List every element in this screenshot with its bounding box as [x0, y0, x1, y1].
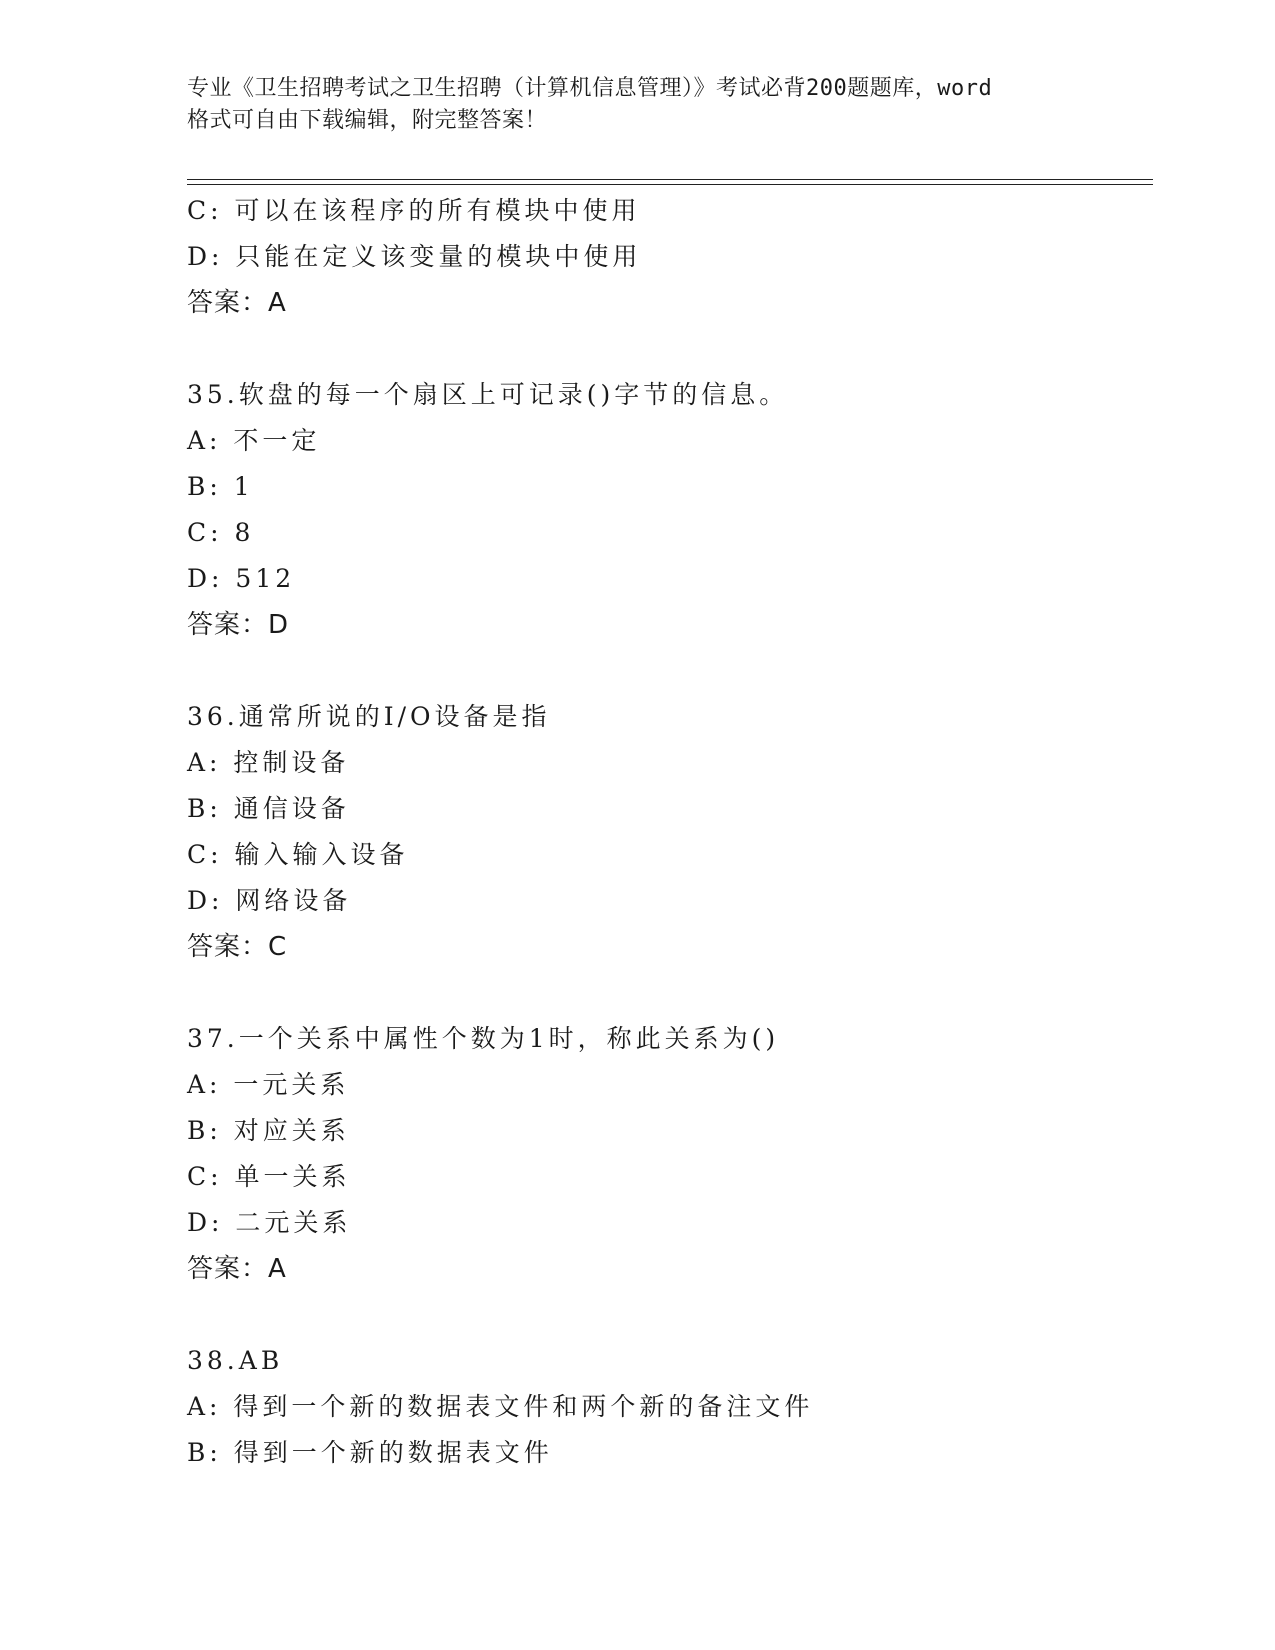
header-line-2: 格式可自由下载编辑，附完整答案！ — [187, 108, 548, 133]
question-36: 36.通常所说的I/O设备是指 — [187, 702, 551, 731]
spacer — [187, 970, 1147, 1016]
spacer — [187, 648, 1147, 694]
answer-line: 答案：C — [187, 932, 288, 962]
option-c: C: 8 — [187, 518, 255, 547]
option-d: D: 只能在定义该变量的模块中使用 — [187, 242, 642, 271]
spacer — [187, 326, 1147, 372]
option-b: B: 1 — [187, 472, 254, 501]
question-37: 37.一个关系中属性个数为1时，称此关系为() — [187, 1024, 780, 1053]
question-35: 35.软盘的每一个扇区上可记录()字节的信息。 — [187, 380, 789, 409]
option-b: B: 对应关系 — [187, 1116, 350, 1145]
option-a: A: 一元关系 — [187, 1070, 350, 1099]
option-d: D: 二元关系 — [187, 1208, 352, 1237]
option-d: D: 网络设备 — [187, 886, 352, 915]
header-divider-top — [187, 179, 1153, 180]
question-list — [187, 188, 1147, 1476]
option-a: A: 得到一个新的数据表文件和两个新的备注文件 — [187, 1392, 814, 1421]
header-line-1: 专业《卫生招聘考试之卫生招聘（计算机信息管理）》考试必背200题题库，word — [187, 76, 993, 101]
option-b: B: 得到一个新的数据表文件 — [187, 1438, 553, 1467]
option-a: A: 控制设备 — [187, 748, 350, 777]
option-b: B: 通信设备 — [187, 794, 350, 823]
header-divider-bottom — [187, 184, 1153, 185]
question-38: 38.AB — [187, 1346, 284, 1375]
option-a: A: 不一定 — [187, 426, 321, 455]
answer-line: 答案：D — [187, 610, 290, 640]
option-c: C: 输入输入设备 — [187, 840, 409, 869]
option-c: C: 单一关系 — [187, 1162, 351, 1191]
answer-line: 答案：A — [187, 288, 287, 318]
spacer — [187, 1292, 1147, 1338]
option-d: D: 512 — [187, 564, 296, 593]
document-header — [187, 73, 1087, 137]
answer-line: 答案：A — [187, 1254, 287, 1284]
option-c: C: 可以在该程序的所有模块中使用 — [187, 196, 641, 225]
